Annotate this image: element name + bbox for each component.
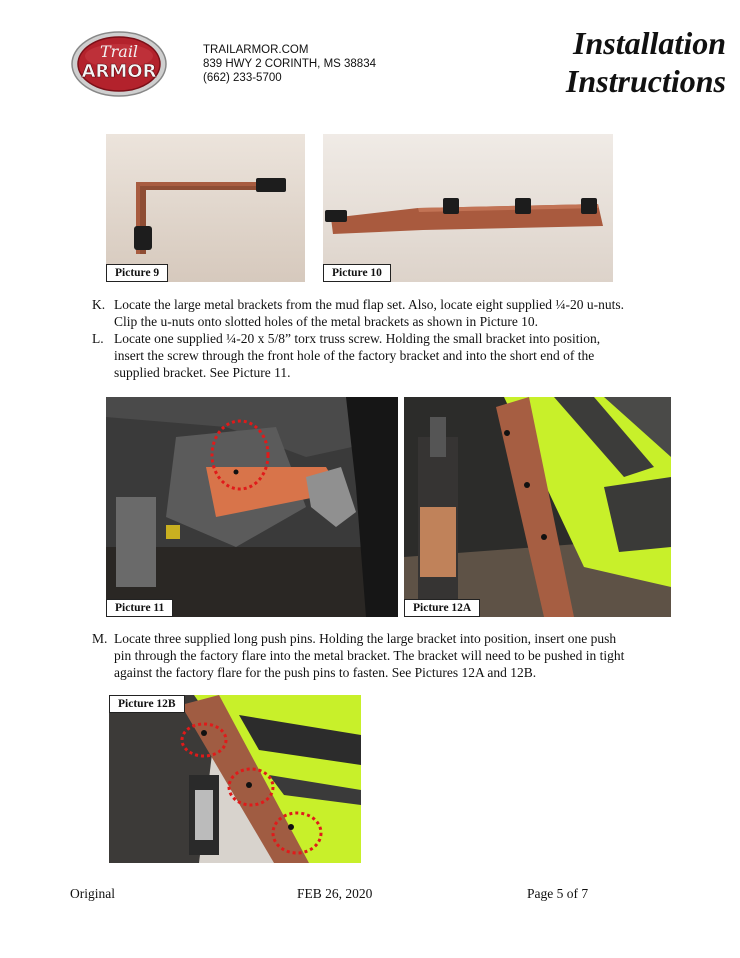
picture-11-caption: Picture 11 [106, 599, 173, 617]
picture-9-photo [106, 134, 305, 282]
picture-10-photo [323, 134, 613, 282]
picture-10-caption: Picture 10 [323, 264, 391, 282]
company-info [203, 43, 376, 85]
step-m-letter: M. [92, 631, 108, 646]
svg-text:ARMOR: ARMOR [81, 61, 157, 82]
picture-12b-caption: Picture 12B [109, 695, 185, 713]
title-line-1: Installation [573, 25, 726, 61]
step-m-line-2: pin through the factory flare into the metal bracket. The bracket will need to be pushed in tight [114, 648, 625, 663]
svg-text:Trail: Trail [99, 42, 139, 61]
step-l-line-3: supplied bracket. See Picture 11. [114, 365, 291, 380]
picture-12a-photo [404, 397, 671, 617]
step-k-line-1: Locate the large metal brackets from the mud flap set. Also, locate eight supplied ¼-20 u-nuts. [114, 297, 624, 312]
company-website: TRAILARMOR.COM [203, 44, 309, 56]
company-address: 839 HWY 2 CORINTH, MS 38834 [203, 58, 376, 70]
step-l [92, 330, 692, 384]
step-l-letter: L. [92, 331, 104, 346]
step-k [92, 296, 692, 332]
picture-11-photo [106, 397, 398, 617]
step-m-line-3: against the factory flare for the push pins to fasten. See Pictures 12A and 12B. [114, 665, 537, 680]
footer-page-number: Page 5 of 7 [527, 886, 589, 901]
trail-armor-logo [70, 30, 168, 98]
step-l-line-2: insert the screw through the front hole of the factory bracket and into the short end of the [114, 348, 595, 363]
step-m-line-1: Locate three supplied long push pins. Holding the large bracket into position, insert one push [114, 631, 617, 646]
picture-12a-caption: Picture 12A [404, 599, 480, 617]
company-phone: (662) 233-5700 [203, 72, 282, 84]
step-m [92, 630, 692, 684]
footer-left: Original [70, 886, 115, 901]
picture-12b-photo [109, 695, 361, 863]
step-l-line-1: Locate one supplied ¼-20 x 5/8” torx truss screw. Holding the small bracket into position, [114, 331, 601, 346]
step-k-letter: K. [92, 297, 106, 312]
step-k-line-2: Clip the u-nuts onto slotted holes of the metal brackets as shown in Picture 10. [114, 314, 539, 329]
title-line-2: Instructions [565, 63, 726, 99]
footer-date: FEB 26, 2020 [297, 886, 373, 901]
page-title [566, 24, 726, 100]
picture-9-caption: Picture 9 [106, 264, 168, 282]
